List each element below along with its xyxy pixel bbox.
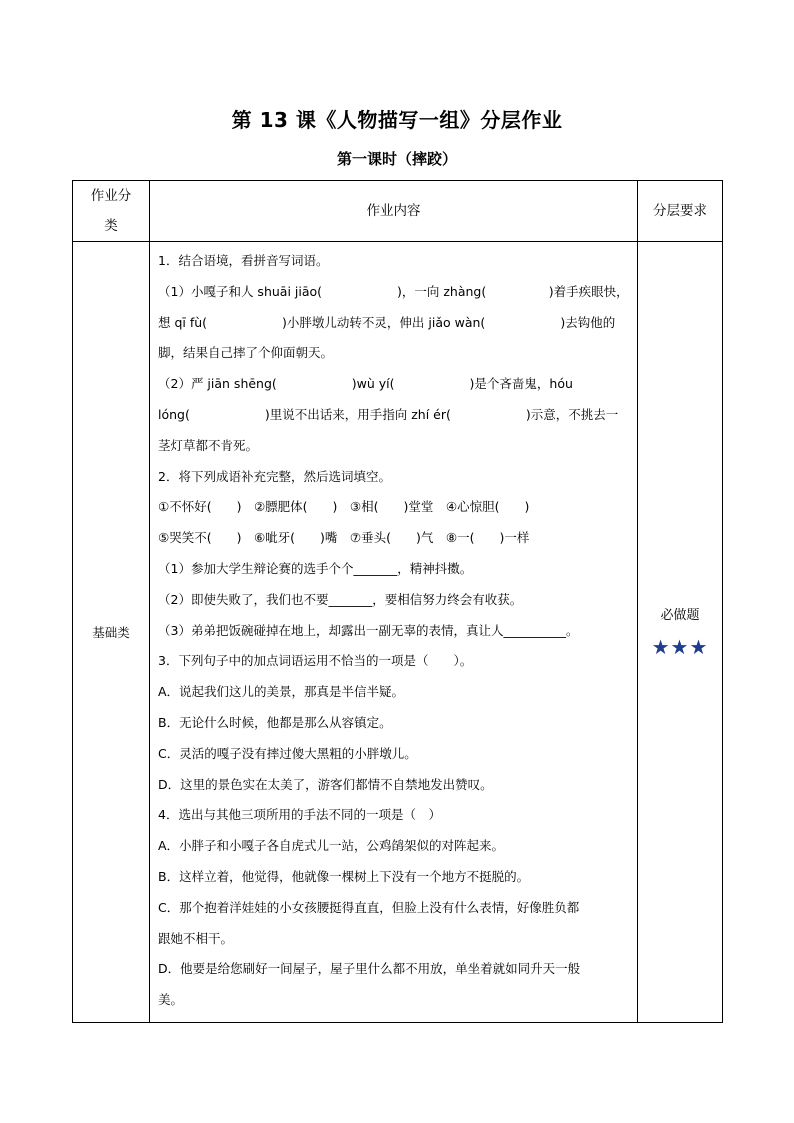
content-lines [158, 246, 629, 1016]
content-line: D．这里的景色实在太美了，游客们都情不自禁地发出赞叹。 [158, 776, 493, 792]
content-line: B．这样立着，他觉得，他就像一棵树上下没有一个地方不挺脱的。 [158, 868, 530, 884]
content-line: D．他要是给您刷好一间屋子，屋子里什么都不用放，单坐着就如同升天一般 [158, 961, 581, 977]
content-line: C．灵活的嘎子没有摔过傻大黑粗的小胖墩儿。 [158, 745, 417, 761]
content-line: 茎灯草都不肯死。 [158, 437, 259, 453]
header-category-label: 作业分 类 [90, 188, 132, 234]
content-line: （2）严 jiān shēng( )wù yí( )是个吝啬鬼，hóu [158, 376, 573, 392]
content-line: 跟她不相干。 [158, 930, 234, 946]
content-line: 美。 [158, 992, 184, 1008]
content-line: （1）参加大学生辩论赛的选手个个_______，精神抖擞。 [158, 560, 473, 576]
content-line: 脚，结果自己摔了个仰面朝天。 [158, 345, 334, 361]
homework-table [72, 180, 723, 1023]
content-line: C．那个抱着洋娃娃的小女孩腰挺得直直，但脸上没有什么表情，好像胜负都 [158, 899, 580, 915]
content-line: A．说起我们这儿的美景，那真是半信半疑。 [158, 684, 405, 700]
header-content-label: 作业内容 [366, 203, 421, 219]
requirement-cell [638, 242, 723, 1023]
requirement-label: 必做题 [660, 608, 700, 624]
content-line: ①不怀好( ) ②膘肥体( ) ③相( )堂堂 ④心惊胆( ) [158, 499, 530, 515]
content-line: 2．将下列成语补充完整，然后选词填空。 [158, 468, 391, 484]
category-label: 基础类 [92, 624, 130, 640]
content-line: 1．结合语境，看拼音写词语。 [158, 253, 329, 268]
page-title: 第 13 课《人物描写一组》分层作业 [231, 108, 563, 132]
content-line: 想 qī fù( )小胖墩儿动转不灵，伸出 jiǎo wàn( )去钩他的 [158, 314, 616, 330]
category-cell [73, 242, 150, 1023]
content-line: lóng( )里说不出话来，用手指向 zhí ér( )示意，不挑去一 [158, 406, 619, 422]
content-line: ⑤哭笑不( ) ⑥呲牙( )嘴 ⑦垂头( )气 ⑧一( )一样 [158, 530, 530, 546]
content-line: （3）弟弟把饭碗碰掉在地上，却露出一副无辜的表情，真让人__________。 [158, 622, 579, 638]
content-cell [150, 242, 638, 1023]
content-line: 4．选出与其他三项所用的手法不同的一项是（ ） [158, 807, 441, 823]
content-line: B．无论什么时候，他都是那么从容镇定。 [158, 714, 392, 730]
star-rating-icon: ★★★ [651, 635, 709, 660]
header-content [150, 181, 638, 242]
content-line: 3．下列句子中的加点词语运用不恰当的一项是（ ）。 [158, 653, 473, 669]
table-header-row [73, 181, 723, 242]
table-row [73, 242, 723, 1023]
content-line: （2）即使失败了，我们也不要_______，要相信努力终会有收获。 [158, 591, 523, 607]
content-line: A．小胖子和小嘎子各自虎式儿一站，公鸡鹐架似的对阵起来。 [158, 838, 505, 854]
header-category [73, 181, 150, 242]
page-subtitle: 第一课时（摔跤） [336, 150, 457, 168]
header-requirement-label: 分层要求 [653, 203, 707, 219]
content-line: （1）小嘎子和人 shuāi jiāo( )，一向 zhàng( )着手疾眼快， [158, 283, 629, 299]
header-requirement [638, 181, 723, 242]
